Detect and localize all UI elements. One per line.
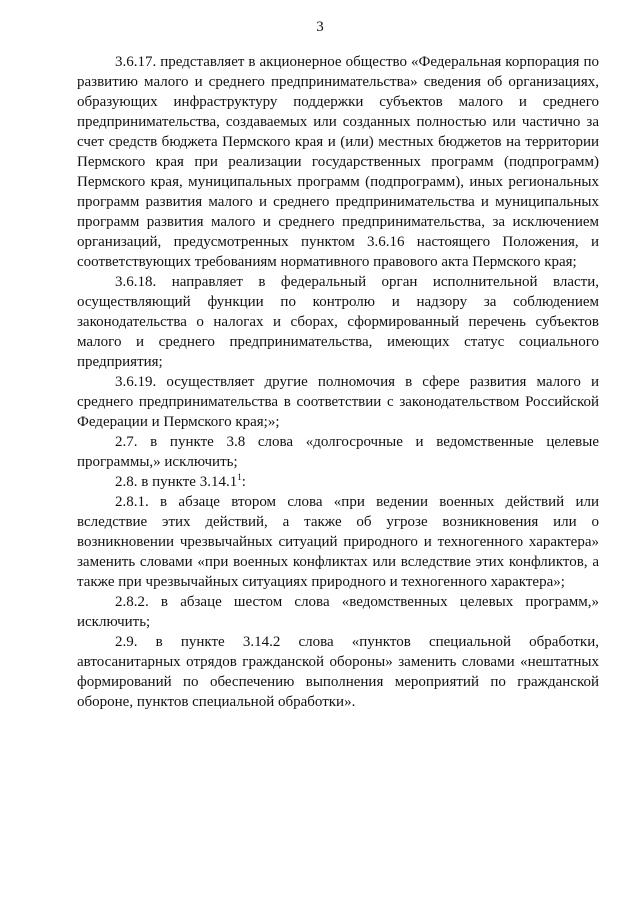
paragraph-2-8-superscript: 1 xyxy=(237,472,242,482)
paragraph-2-9: 2.9. в пункте 3.14.2 слова «пунктов специальной обработки, автосанитарных отрядов гражданской обороны» заменить словами «нештатных формирований по обеспечению выполнения мероприятий по гражданской обороне, пунктов специальной обработки». xyxy=(77,634,599,710)
paragraph-3-6-18: 3.6.18. направляет в федеральный орган исполнительной власти, осуществляющий функции по контролю и надзору за соблюдением законодательства о налогах и сборах, сформированный перечень субъектов малого и среднего предпринимательства, имеющих статус социального предприятия; xyxy=(77,274,599,370)
paragraph-2-8 xyxy=(77,472,599,492)
paragraph-2-8-1: 2.8.1. в абзаце втором слова «при ведении военных действий или вследствие этих действий, а также об угрозе возникновения или о возникновении чрезвычайных ситуаций природного и техногенного характера» заменить словами «при военных конфликтах или вследствие этих конфликтов, а также при чрезвычайных ситуациях природного и техногенного характера»; xyxy=(77,494,599,590)
page-number: 3 xyxy=(316,19,324,35)
document-body xyxy=(77,52,599,712)
paragraph-3-6-19: 3.6.19. осуществляет другие полномочия в сфере развития малого и среднего предпринимательства в соответствии с законодательством Российской Федерации и Пермского края;»; xyxy=(77,374,599,430)
paragraph-2-8-text: 2.8. в пункте 3.14.1 xyxy=(115,474,238,490)
paragraph-2-7: 2.7. в пункте 3.8 слова «долгосрочные и ведомственные целевые программы,» исключить; xyxy=(77,434,599,470)
paragraph-3-6-17: 3.6.17. представляет в акционерное общество «Федеральная корпорация по развитию малого и среднего предпринимательства» сведения об организациях, образующих инфраструктуру поддержки субъектов малого и среднего предпринимательства, создаваемых или созданных полностью или частично за счет средств бюджета Пермского края и (или) местных бюджетов на территории Пермского края при реализации государственных программ (подпрограмм) Пермского края, муниципальных программ (подпрограмм), иных региональных программ развития малого и среднего предпринимательства и муниципальных программ развития малого и среднего предпринимательства, за исключением организаций, предусмотренных пунктом 3.6.16 настоящего Положения, и соответствующих требованиям нормативного правового акта Пермского края; xyxy=(77,54,599,270)
paragraph-2-8-suffix: : xyxy=(241,474,246,490)
paragraph-2-8-2: 2.8.2. в абзаце шестом слова «ведомственных целевых программ,» исключить; xyxy=(77,594,599,630)
